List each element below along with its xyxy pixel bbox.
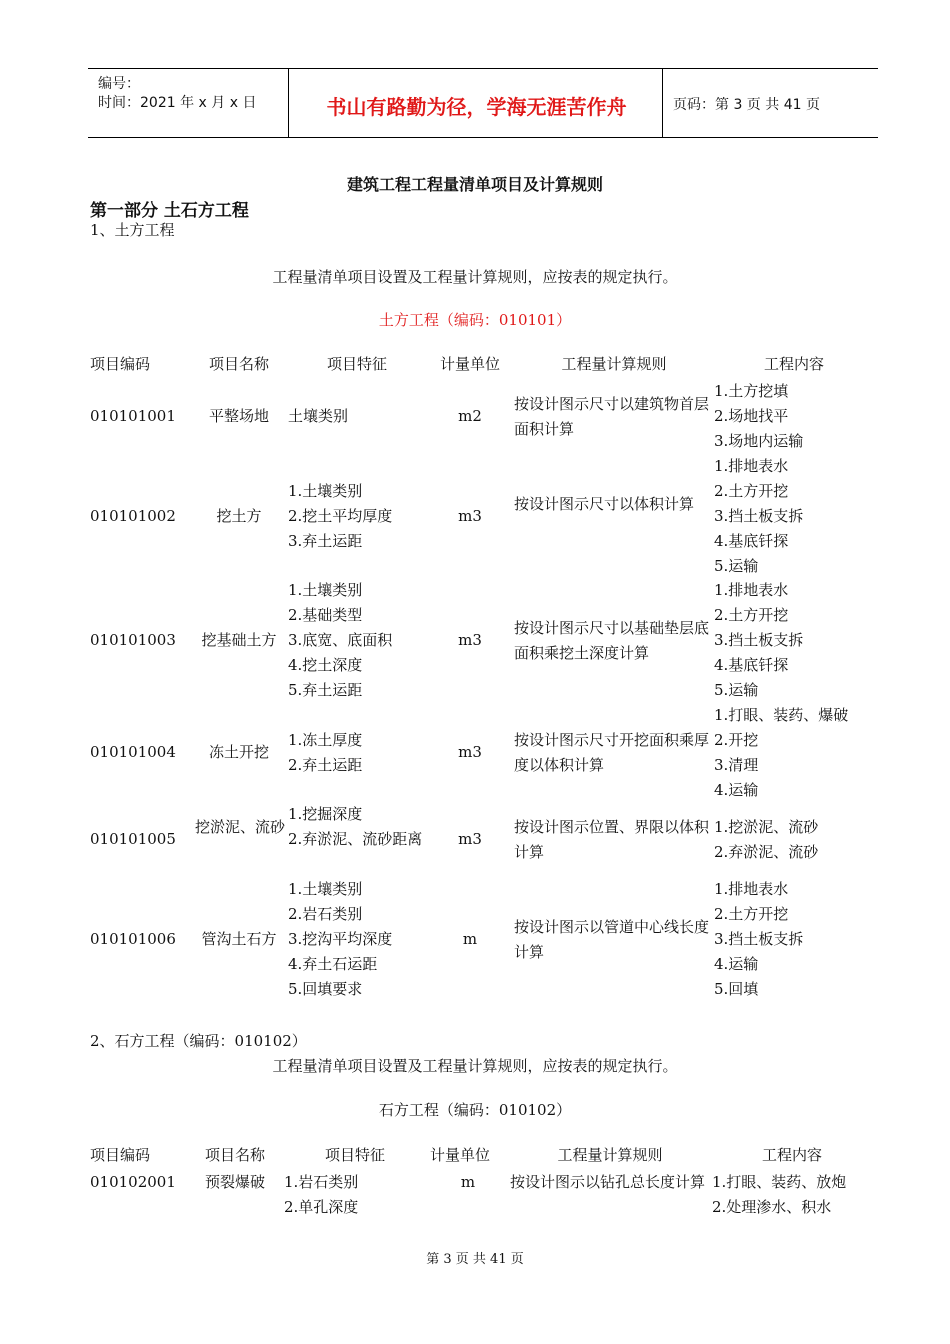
feature-line: 1.岩石类别 (284, 1173, 359, 1191)
work-line: 2.土方开挖 (714, 482, 789, 500)
item-rule: 按设计图示尺寸开挖面积乘厚度以体积计算 (514, 731, 710, 774)
item-code: 010101005 (90, 830, 176, 848)
work-line: 4.运输 (714, 781, 759, 799)
item-features (288, 728, 438, 778)
item-unit: m3 (458, 830, 482, 848)
work-line: 4.基底钎探 (714, 532, 789, 550)
item-rule: 按设计图示尺寸以体积计算 (514, 495, 695, 513)
column-header: 项目特征 (326, 355, 387, 373)
item-work (712, 1170, 872, 1220)
work-line: 1.打眼、装药、放炮 (712, 1173, 847, 1191)
feature-line: 3.挖沟平均深度 (288, 930, 393, 948)
item-unit: m (462, 930, 478, 948)
feature-line: 4.弃土石运距 (288, 955, 378, 973)
work-line: 5.回填 (714, 980, 759, 998)
work-line: 1.排地表水 (714, 457, 789, 475)
item-rule: 按设计图示尺寸以基础垫层底面积乘挖土深度计算 (514, 619, 710, 662)
item-name: 挖土方 (216, 507, 262, 525)
header-time: 时间：2021 年 x 月 x 日 (98, 95, 257, 111)
section2-table-title: 石方工程（编码：010102） (378, 1101, 572, 1119)
work-line: 2.土方开挖 (714, 606, 789, 624)
header-number: 编号： (98, 76, 140, 92)
column-header: 计量单位 (429, 1146, 490, 1164)
work-line: 3.场地内运输 (714, 432, 804, 450)
section1-heading: 1、土方工程 (90, 221, 175, 239)
item-rule: 按设计图示以钻孔总长度计算 (510, 1173, 706, 1191)
item-name: 平整场地 (208, 407, 269, 425)
item-name: 挖淤泥、流砂 (194, 818, 285, 836)
item-work (714, 379, 874, 454)
work-line: 3.挡土板支拆 (714, 930, 804, 948)
work-line: 2.弃淤泥、流砂 (714, 843, 819, 861)
item-rule: 按设计图示位置、界限以体积计算 (514, 818, 710, 861)
item-features (288, 404, 438, 429)
work-line: 4.运输 (714, 955, 759, 973)
header-motto: 书山有路勤为径，学海无涯苦作舟 (326, 95, 627, 119)
work-line: 2.土方开挖 (714, 905, 789, 923)
feature-line: 1.土壤类别 (288, 482, 363, 500)
column-header: 工程内容 (761, 1146, 822, 1164)
page-footer: 第 3 页 共 41 页 (426, 1252, 524, 1267)
column-header: 工程量计算规则 (561, 355, 667, 373)
work-line: 3.清理 (714, 756, 759, 774)
item-code: 010101004 (90, 743, 176, 761)
item-unit: m3 (458, 743, 482, 761)
work-line: 4.基底钎探 (714, 656, 789, 674)
feature-line: 2.基础类型 (288, 606, 363, 624)
section1-intro: 工程量清单项目设置及工程量计算规则，应按表的规定执行。 (272, 268, 678, 286)
page-header (88, 68, 878, 138)
work-line: 1.打眼、装药、爆破 (714, 706, 849, 724)
feature-line: 4.挖土深度 (288, 656, 363, 674)
item-features (288, 578, 438, 703)
item-name: 冻土开挖 (208, 743, 269, 761)
column-header: 项目编码 (90, 1146, 151, 1164)
item-features (288, 877, 438, 1002)
work-line: 5.运输 (714, 557, 759, 575)
work-line: 2.场地找平 (714, 407, 789, 425)
header-page-number: 页码：第 3 页 共 41 页 (673, 97, 820, 113)
feature-line: 1.冻土厚度 (288, 731, 363, 749)
document-title: 建筑工程工程量清单项目及计算规则 (346, 175, 603, 194)
item-name: 管沟土石方 (201, 930, 277, 948)
feature-line: 土壤类别 (288, 407, 349, 425)
column-header: 项目名称 (204, 1146, 265, 1164)
feature-line: 3.弃土运距 (288, 532, 363, 550)
item-name: 挖基础土方 (201, 631, 277, 649)
item-work (714, 454, 874, 579)
work-line: 3.挡土板支拆 (714, 507, 804, 525)
column-header: 项目特征 (324, 1146, 385, 1164)
item-code: 010101001 (90, 407, 176, 425)
section1-table-title: 土方工程（编码：010101） (378, 311, 572, 329)
feature-line: 5.回填要求 (288, 980, 363, 998)
work-line: 1.排地表水 (714, 581, 789, 599)
work-line: 1.排地表水 (714, 880, 789, 898)
feature-line: 1.挖掘深度 (288, 805, 363, 823)
column-header: 工程内容 (763, 355, 824, 373)
feature-line: 1.土壤类别 (288, 581, 363, 599)
item-work (714, 703, 874, 803)
column-header: 计量单位 (439, 355, 500, 373)
item-code: 010101002 (90, 507, 176, 525)
item-unit: m (460, 1173, 476, 1191)
work-line: 2.处理渗水、积水 (712, 1198, 832, 1216)
item-work (714, 877, 874, 1002)
item-features (288, 479, 438, 554)
item-name: 预裂爆破 (204, 1173, 265, 1191)
header-divider (288, 69, 289, 137)
feature-line: 2.单孔深度 (284, 1198, 359, 1216)
feature-line: 2.弃淤泥、流砂距离 (288, 830, 423, 848)
item-features (284, 1170, 434, 1220)
feature-line: 2.挖土平均厚度 (288, 507, 393, 525)
feature-line: 5.弃土运距 (288, 681, 363, 699)
part-title: 第一部分 土石方工程 (90, 201, 249, 221)
column-header: 项目名称 (208, 355, 269, 373)
item-work (714, 578, 874, 703)
column-header: 工程量计算规则 (557, 1146, 663, 1164)
item-work (714, 815, 874, 865)
item-rule: 按设计图示以管道中心线长度计算 (514, 918, 710, 961)
item-features (288, 802, 438, 852)
item-rule: 按设计图示尺寸以建筑物首层面积计算 (514, 395, 710, 438)
feature-line: 2.弃土运距 (288, 756, 363, 774)
feature-line: 2.岩石类别 (288, 905, 363, 923)
section2-intro: 工程量清单项目设置及工程量计算规则，应按表的规定执行。 (272, 1057, 678, 1075)
work-line: 1.挖淤泥、流砂 (714, 818, 819, 836)
work-line: 3.挡土板支拆 (714, 631, 804, 649)
column-header: 项目编码 (90, 355, 151, 373)
item-code: 010101003 (90, 631, 176, 649)
item-unit: m3 (458, 631, 482, 649)
item-code: 010101006 (90, 930, 176, 948)
item-unit: m2 (458, 407, 482, 425)
item-unit: m3 (458, 507, 482, 525)
feature-line: 3.底宽、底面积 (288, 631, 393, 649)
section2-heading: 2、石方工程（编码：010102） (90, 1032, 307, 1050)
feature-line: 1.土壤类别 (288, 880, 363, 898)
item-code: 010102001 (90, 1173, 176, 1191)
work-line: 1.土方挖填 (714, 382, 789, 400)
work-line: 5.运输 (714, 681, 759, 699)
work-line: 2.开挖 (714, 731, 759, 749)
